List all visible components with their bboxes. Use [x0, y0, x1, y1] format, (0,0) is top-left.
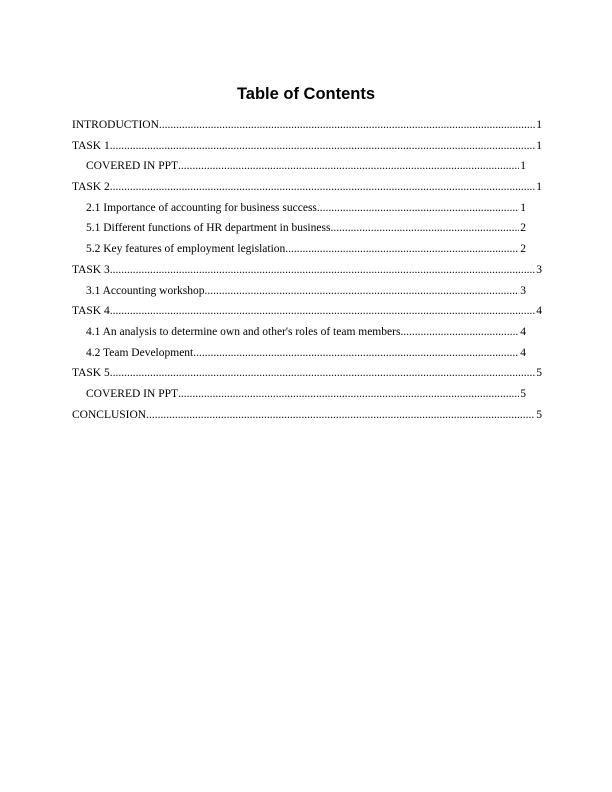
dot-leader [110, 301, 536, 322]
dot-leader [110, 260, 536, 281]
toc-entry-label: TASK 5 [72, 367, 110, 380]
toc-entry-page-number: 4 [520, 325, 526, 338]
dot-leader [110, 363, 536, 384]
toc-entry-label: 2.1 Importance of accounting for business success [86, 201, 317, 214]
toc-entry-task-1[interactable] [72, 136, 542, 157]
dot-leader [285, 239, 519, 260]
dot-leader [178, 384, 519, 405]
toc-entry-label: 5.1 Different functions of HR department in business [86, 222, 331, 235]
toc-entry-page-number: 3 [520, 284, 526, 297]
dot-leader [330, 218, 519, 239]
toc-entry-label: 5.2 Key features of employment legislation [86, 243, 286, 256]
toc-entry-page-number: 1 [536, 139, 542, 152]
toc-entry-conclusion[interactable] [72, 405, 542, 426]
toc-entry-label: TASK 2 [72, 181, 110, 194]
dot-leader [146, 405, 535, 426]
dot-leader [400, 322, 519, 343]
toc-entry-page-number: 5 [536, 408, 542, 421]
dot-leader [159, 115, 535, 136]
dot-leader [193, 343, 519, 364]
toc-entry-page-number: 2 [520, 243, 526, 256]
toc-entry-page-number: 3 [536, 263, 542, 276]
toc-entry-label: 4.1 An analysis to determine own and other's roles of team members [86, 325, 401, 338]
dot-leader [317, 198, 519, 219]
toc-entry-label: TASK 3 [72, 263, 110, 276]
dot-leader [110, 136, 536, 157]
toc-entry-task-1-covered-in-ppt[interactable] [86, 156, 526, 177]
toc-entry-3-1-accounting-workshop[interactable] [86, 281, 526, 302]
toc-entry-page-number: 1 [536, 181, 542, 194]
toc-entry-task-3[interactable] [72, 260, 542, 281]
toc-entry-label: COVERED IN PPT [86, 387, 179, 400]
toc-entry-page-number: 1 [520, 201, 526, 214]
toc-entry-label: 3.1 Accounting workshop [86, 284, 205, 297]
toc-entry-label: TASK 4 [72, 305, 110, 318]
toc-list [72, 115, 542, 425]
toc-entry-label: TASK 1 [72, 139, 110, 152]
toc-entry-4-1-team-roles-analysis[interactable] [86, 322, 526, 343]
toc-entry-2-1-importance-of-accounting[interactable] [86, 198, 526, 219]
toc-entry-5-1-hr-functions[interactable] [86, 218, 526, 239]
toc-entry-page-number: 1 [520, 160, 526, 173]
dot-leader [110, 177, 536, 198]
toc-entry-introduction[interactable] [72, 115, 542, 136]
toc-entry-task-4[interactable] [72, 301, 542, 322]
dot-leader [205, 281, 520, 302]
toc-entry-page-number: 4 [536, 305, 542, 318]
toc-entry-4-2-team-development[interactable] [86, 343, 526, 364]
dot-leader [178, 156, 519, 177]
toc-entry-page-number: 4 [520, 346, 526, 359]
toc-entry-page-number: 5 [520, 387, 526, 400]
toc-entry-page-number: 5 [536, 367, 542, 380]
toc-entry-label: INTRODUCTION [72, 119, 159, 131]
toc-entry-page-number: 1 [536, 119, 542, 131]
toc-entry-task-5[interactable] [72, 363, 542, 384]
toc-entry-label: CONCLUSION [72, 408, 147, 421]
toc-entry-label: 4.2 Team Development [86, 346, 194, 359]
toc-entry-page-number: 2 [520, 222, 526, 235]
toc-entry-5-2-employment-legislation[interactable] [86, 239, 526, 260]
toc-entry-task-5-covered-in-ppt[interactable] [86, 384, 526, 405]
toc-entry-task-2[interactable] [72, 177, 542, 198]
toc-title: Table of Contents [236, 85, 376, 103]
toc-entry-label: COVERED IN PPT [86, 160, 179, 173]
